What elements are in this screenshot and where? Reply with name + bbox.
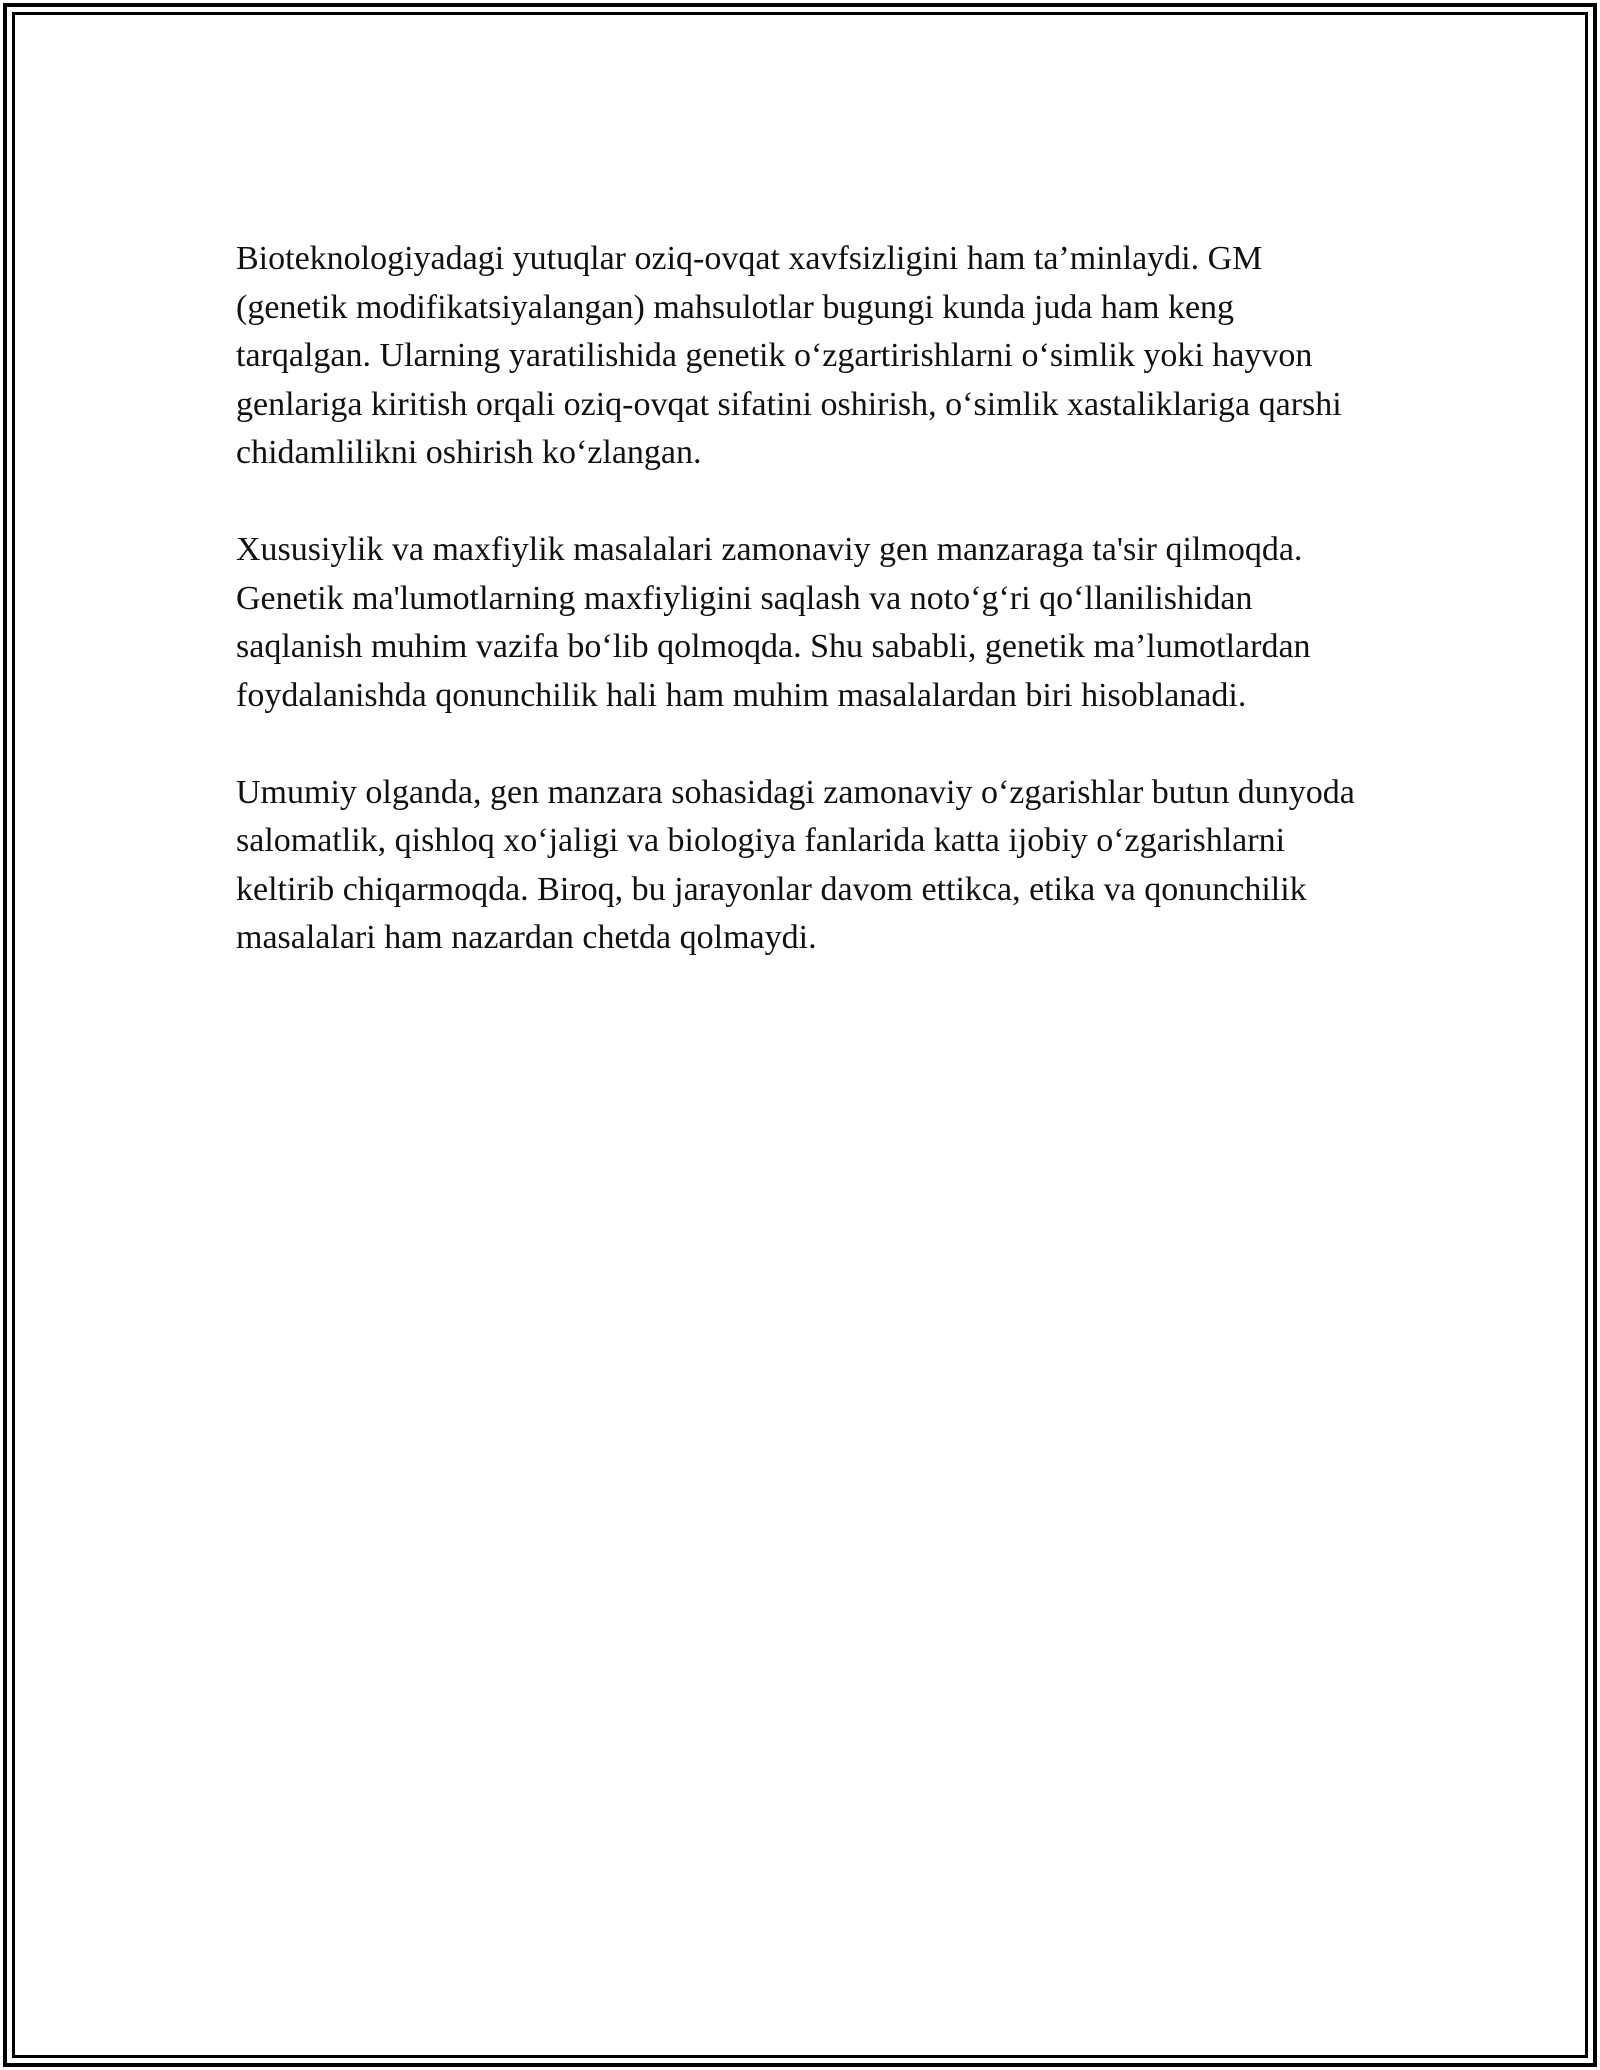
paragraph-conclusion: Umumiy olganda, gen manzara sohasidagi zamonaviy o‘zgarishlar butun dunyoda salomatlik, qishloq xo‘jaligi va biologiya fanlarida katta ijobiy o‘zgarishlarni keltirib chiqarmoqda. Biroq, bu jarayonlar davom ettikca, etika va qonunchilik masalalari ham nazardan chetda qolmaydi. — [236, 773, 1355, 956]
paragraph-privacy: Xususiylik va maxfiylik masalalari zamonaviy gen manzaraga ta'sir qilmoqda. Genetik ma'lumotlarning maxfiyligini saqlash va noto‘g‘ri qo‘llanilishidan saqlanish muhim vazifa bo‘lib qolmoqda. Shu sababli, genetik ma’lumotlardan foydalanishda qonunchilik hali ham muhim masalalardan biri hisoblanadi. — [236, 531, 1311, 714]
paragraph-biotechnology: Bioteknologiyadagi yutuqlar oziq-ovqat xavfsizligini ham ta’minlaydi. GM (genetik modifikatsiyalangan) mahsulotlar bugungi kunda juda ham keng tarqalgan. Ularning yaratilishida genetik o‘zgartirishlarni o‘simlik yoki hayvon genlariga kiritish orqali oziq-ovqat sifatini oshirish, o‘simlik xastaliklariga qarshi chidamlilikni oshirish ko‘zlangan. — [236, 240, 1342, 471]
document-body — [236, 235, 1366, 963]
